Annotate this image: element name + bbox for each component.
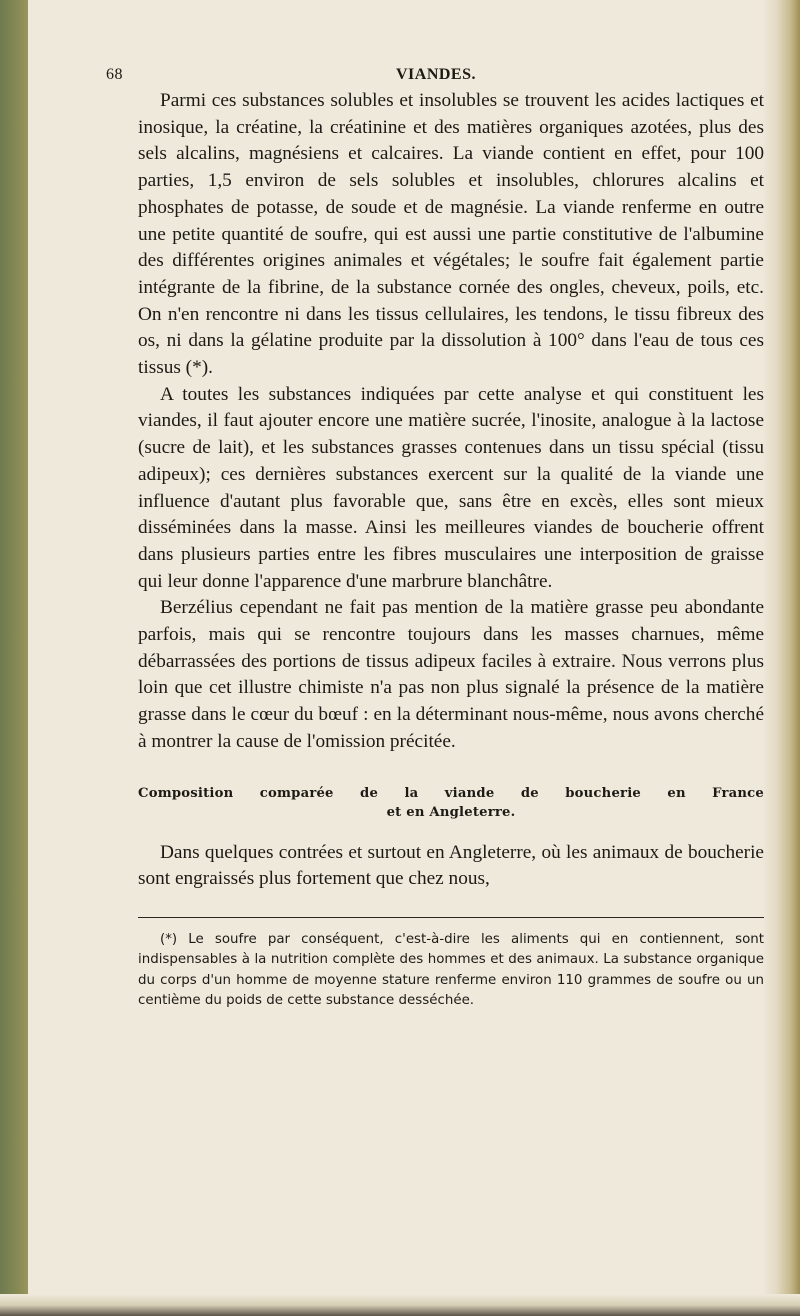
footnote: (*) Le soufre par conséquent, c'est-à-dire les aliments qui en contiennent, sont indispensables à la nutrition complète des hommes et des animaux. La substance organique du corps d'un homme de moyenne stature renferme environ 110 grammes de soufre ou un centième du poids de cette substance desséchée. xyxy=(138,931,764,1009)
running-title: VIANDES. xyxy=(395,66,476,83)
running-head xyxy=(106,66,766,88)
section-heading-line-2: et en Angleterre. xyxy=(386,804,516,820)
section-heading xyxy=(138,784,764,822)
paragraph-1: Parmi ces substances solubles et insolubles se trouvent les acides lactiques et inosique, la créatine, la créatinine et des matières organiques azotées, plus des sels alcalins, magnésiens et calcaires. La viande contient en effet, pour 100 parties, 1,5 environ de sels solubles et insolubles, chlorures alcalins et phosphates de potasse, de soude et de magnésie. La viande renferme en outre une petite quantité de soufre, qui est aussi une partie constitutive de l'albumine des différentes origines animales et végétales; le soufre fait également partie intégrante de la fibrine, de la substance cornée des ongles, cheveux, poils, etc. On n'en rencontre ni dans les tissus cellulaires, les tendons, le tissu fibreux des os, ni dans la gélatine produite par la dissolution à 100° dans l'eau de tous ces tissus (*). xyxy=(138,90,764,379)
page-content xyxy=(106,66,764,1012)
paragraph-4: Dans quelques contrées et surtout en Angleterre, où les animaux de boucherie sont engraissés plus fortement que chez nous, xyxy=(138,841,764,890)
page-bottom-edge xyxy=(0,1294,800,1316)
paragraph-3: Berzélius cependant ne fait pas mention de la matière grasse peu abondante parfois, mais qui se rencontre toujours dans les masses charnues, même débarrassées des portions de tissus adipeux faciles à extraire. Nous verrons plus loin que cet illustre chimiste n'a pas non plus signalé la présence de la matière grasse dans le cœur du bœuf : en la déterminant nous-même, nous avons cherché à montrer la cause de l'omission précitée. xyxy=(138,597,764,752)
paragraph-2: A toutes les substances indiquées par cette analyse et qui constituent les viandes, il faut ajouter encore une matière sucrée, l'inosite, analogue à la lactose (sucre de lait), et les substances grasses contenues dans un tissu spécial (tissu adipeux); ces dernières substances exercent sur la qualité de la viande une influence d'autant plus favorable que, sans être en excès, elles sont mieux disséminées dans la masse. Ainsi les meilleures viandes de boucherie offrent dans plusieurs parties entre les fibres musculaires une interposition de graisse qui leur donne l'apparence d'une marbrure blanchâtre. xyxy=(138,383,764,592)
main-text xyxy=(138,88,764,756)
section-heading-line-1: Composition comparée de la viande de boucherie en France xyxy=(138,785,764,801)
footnote-rule xyxy=(138,917,764,918)
page-right-edge xyxy=(762,0,800,1316)
page-number: 68 xyxy=(106,66,123,83)
section-text xyxy=(138,840,764,893)
